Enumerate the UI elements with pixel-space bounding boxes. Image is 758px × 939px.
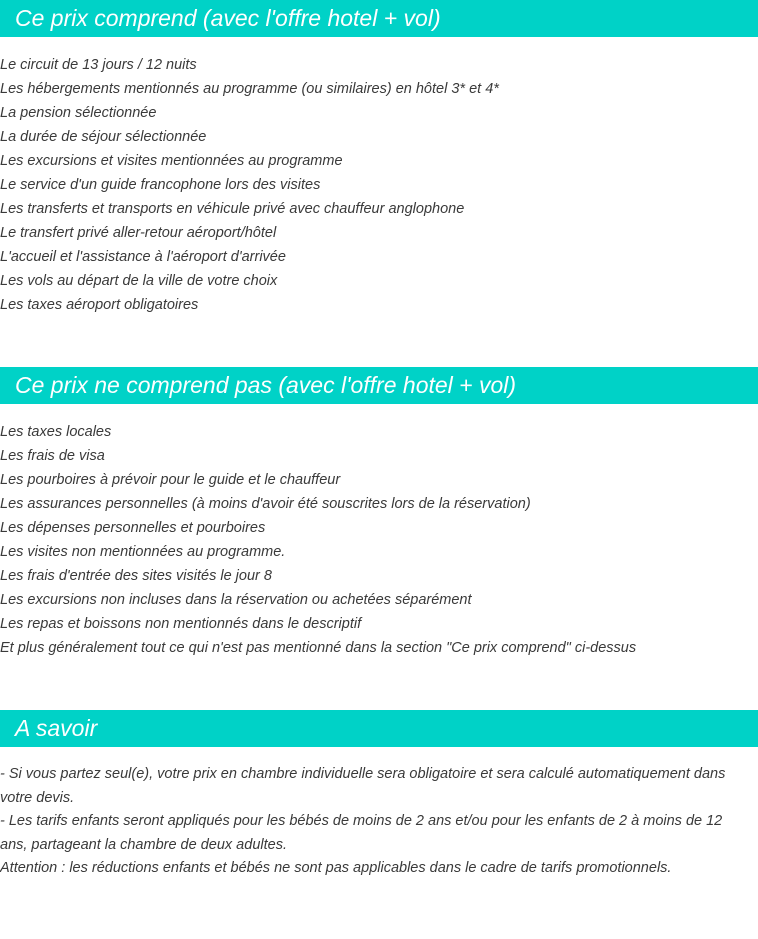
excluded-section-title: Ce prix ne comprend pas (avec l'offre hotel + vol) xyxy=(0,367,758,404)
list-item: Les frais de visa xyxy=(0,448,105,464)
list-item: Le transfert privé aller-retour aéroport/hôtel xyxy=(0,225,277,241)
list-item: Les excursions non incluses dans la réservation ou achetées séparément xyxy=(0,592,472,608)
list-item: Les hébergements mentionnés au programme (ou similaires) en hôtel 3* et 4* xyxy=(0,81,499,97)
info-paragraph: Attention : les réductions enfants et bébés ne sont pas applicables dans le cadre de tarifs promotionnels. xyxy=(0,860,672,876)
list-item: Le circuit de 13 jours / 12 nuits xyxy=(0,57,197,73)
list-item: Les visites non mentionnées au programme. xyxy=(0,544,286,560)
list-item: Les taxes aéroport obligatoires xyxy=(0,297,199,313)
info-paragraph: - Si vous partez seul(e), votre prix en chambre individuelle sera obligatoire et sera calculé automatiquement dans votre devis. xyxy=(0,766,726,806)
list-item: Le service d'un guide francophone lors des visites xyxy=(0,177,321,193)
list-item: Et plus généralement tout ce qui n'est pas mentionné dans la section "Ce prix comprend" ci-dessus xyxy=(0,640,637,656)
excluded-section xyxy=(0,367,758,660)
list-item: Les vols au départ de la ville de votre choix xyxy=(0,273,278,289)
included-section-title: Ce prix comprend (avec l'offre hotel + vol) xyxy=(0,0,758,37)
list-item: Les pourboires à prévoir pour le guide et le chauffeur xyxy=(0,472,341,488)
list-item: L'accueil et l'assistance à l'aéroport d'arrivée xyxy=(0,249,286,265)
info-section-title: A savoir xyxy=(0,710,758,747)
info-paragraphs xyxy=(0,763,758,881)
list-item: Les dépenses personnelles et pourboires xyxy=(0,520,266,536)
list-item: La pension sélectionnée xyxy=(0,105,157,121)
list-item: Les repas et boissons non mentionnés dans le descriptif xyxy=(0,616,362,632)
list-item: Les excursions et visites mentionnées au programme xyxy=(0,153,343,169)
list-item: Les taxes locales xyxy=(0,424,112,440)
included-section xyxy=(0,0,758,317)
list-item: La durée de séjour sélectionnée xyxy=(0,129,207,145)
list-item: Les transferts et transports en véhicule privé avec chauffeur anglophone xyxy=(0,201,465,217)
excluded-list xyxy=(0,420,758,660)
list-item: Les frais d'entrée des sites visités le jour 8 xyxy=(0,568,272,584)
info-paragraph: - Les tarifs enfants seront appliqués pour les bébés de moins de 2 ans et/ou pour les enfants de 2 à moins de 12 ans, partageant la chambre de deux adultes. xyxy=(0,813,723,853)
info-section xyxy=(0,710,758,881)
list-item: Les assurances personnelles (à moins d'avoir été souscrites lors de la réservation) xyxy=(0,496,531,512)
included-list xyxy=(0,53,758,317)
